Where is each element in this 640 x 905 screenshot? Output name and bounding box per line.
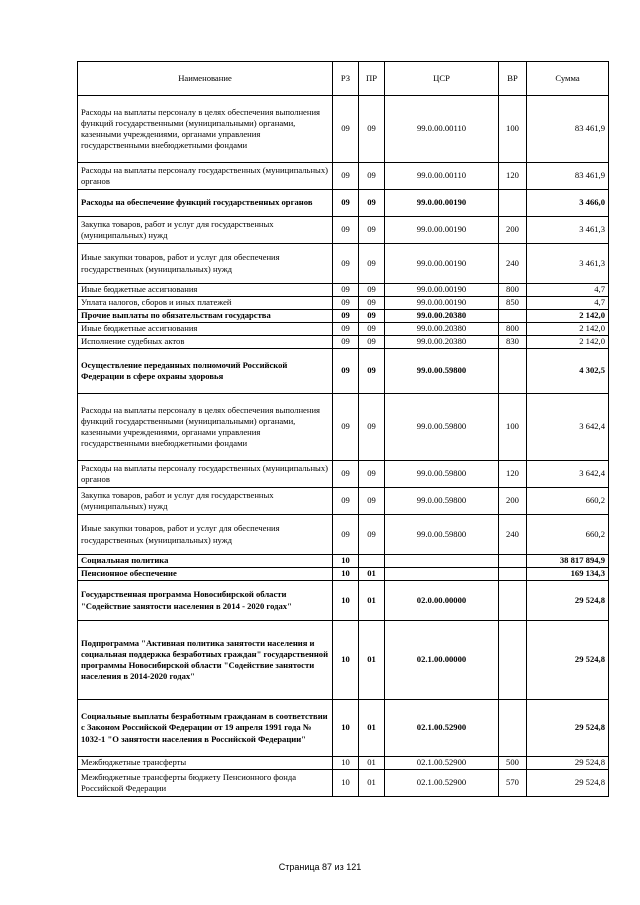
cell-vr: 850 (499, 297, 527, 310)
cell-sum: 3 461,3 (527, 217, 609, 244)
cell-csr: 99.0.00.00190 (385, 284, 499, 297)
cell-pr: 09 (359, 461, 385, 488)
table-row (78, 568, 609, 581)
cell-rz: 10 (333, 770, 359, 797)
cell-rz: 09 (333, 190, 359, 217)
table-row (78, 555, 609, 568)
cell-sum: 38 817 894,9 (527, 555, 609, 568)
cell-csr: 99.0.00.00110 (385, 96, 499, 163)
cell-csr: 99.0.00.00190 (385, 217, 499, 244)
table-row (78, 515, 609, 555)
cell-pr: 01 (359, 621, 385, 700)
cell-name: Иные бюджетные ассигнования (78, 323, 333, 336)
cell-pr (359, 555, 385, 568)
cell-csr (385, 555, 499, 568)
cell-rz: 09 (333, 163, 359, 190)
cell-vr (499, 190, 527, 217)
table-header-row (78, 62, 609, 96)
cell-name: Закупка товаров, работ и услуг для государственных (муниципальных) нужд (78, 217, 333, 244)
cell-pr: 09 (359, 217, 385, 244)
cell-vr: 200 (499, 488, 527, 515)
cell-rz: 09 (333, 488, 359, 515)
column-header-csr: ЦСР (385, 62, 499, 96)
column-header-vr: ВР (499, 62, 527, 96)
cell-name: Уплата налогов, сборов и иных платежей (78, 297, 333, 310)
cell-sum: 29 524,8 (527, 770, 609, 797)
cell-pr: 09 (359, 336, 385, 349)
cell-csr: 99.0.00.20380 (385, 336, 499, 349)
cell-csr: 99.0.00.00190 (385, 297, 499, 310)
table-row (78, 244, 609, 284)
cell-pr: 09 (359, 297, 385, 310)
cell-sum: 29 524,8 (527, 757, 609, 770)
cell-rz: 09 (333, 461, 359, 488)
cell-csr: 02.0.00.00000 (385, 581, 499, 621)
table-row (78, 284, 609, 297)
cell-name: Расходы на выплаты персоналу в целях обеспечения выполнения функций государственными (муниципальными) органами, казенными учреждениями, органами управления государственными внебюджетными фондами (78, 394, 333, 461)
table-row (78, 757, 609, 770)
cell-sum: 4,7 (527, 297, 609, 310)
cell-vr: 120 (499, 461, 527, 488)
cell-vr: 830 (499, 336, 527, 349)
cell-csr: 99.0.00.00190 (385, 244, 499, 284)
table-row (78, 581, 609, 621)
table-row (78, 621, 609, 700)
column-header-pr: ПР (359, 62, 385, 96)
cell-pr: 01 (359, 757, 385, 770)
cell-rz: 09 (333, 96, 359, 163)
cell-vr: 200 (499, 217, 527, 244)
cell-pr: 09 (359, 284, 385, 297)
cell-name: Расходы на выплаты персоналу в целях обеспечения выполнения функций государственными (муниципальными) органами, казенными учреждениями, органами управления государственными внебюджетными фондами (78, 96, 333, 163)
cell-sum: 29 524,8 (527, 700, 609, 757)
column-header-rz: РЗ (333, 62, 359, 96)
cell-rz: 10 (333, 621, 359, 700)
cell-sum: 2 142,0 (527, 310, 609, 323)
cell-rz: 09 (333, 515, 359, 555)
cell-name: Исполнение судебных актов (78, 336, 333, 349)
cell-rz: 09 (333, 244, 359, 284)
page-number: Страница 87 из 121 (278, 862, 362, 872)
table-row (78, 349, 609, 394)
cell-vr: 500 (499, 757, 527, 770)
column-header-name: Наименование (78, 62, 333, 96)
cell-sum: 660,2 (527, 515, 609, 555)
column-header-sum: Сумма (527, 62, 609, 96)
cell-sum: 3 642,4 (527, 394, 609, 461)
cell-pr: 09 (359, 310, 385, 323)
cell-csr: 99.0.00.00110 (385, 163, 499, 190)
cell-rz: 09 (333, 349, 359, 394)
cell-sum: 29 524,8 (527, 621, 609, 700)
cell-csr: 02.1.00.00000 (385, 621, 499, 700)
table-row (78, 488, 609, 515)
cell-pr: 01 (359, 581, 385, 621)
cell-rz: 09 (333, 323, 359, 336)
cell-csr: 99.0.00.59800 (385, 461, 499, 488)
cell-csr: 99.0.00.20380 (385, 323, 499, 336)
cell-sum: 2 142,0 (527, 323, 609, 336)
cell-name: Иные закупки товаров, работ и услуг для обеспечения государственных (муниципальных) нужд (78, 244, 333, 284)
table-row (78, 310, 609, 323)
table-row (78, 770, 609, 797)
budget-table (77, 61, 609, 797)
cell-pr: 09 (359, 515, 385, 555)
cell-vr: 100 (499, 394, 527, 461)
cell-rz: 09 (333, 284, 359, 297)
cell-pr: 09 (359, 323, 385, 336)
cell-name: Подпрограмма "Активная политика занятости населения и социальная поддержка безработных граждан" государственной программы Новосибирской области "Содействие занятости населения в 2014-2020 годах" (78, 621, 333, 700)
cell-name: Социальная политика (78, 555, 333, 568)
cell-rz: 09 (333, 297, 359, 310)
table-row (78, 323, 609, 336)
cell-rz: 10 (333, 581, 359, 621)
cell-name: Межбюджетные трансферты бюджету Пенсионного фонда Российской Федерации (78, 770, 333, 797)
cell-pr: 09 (359, 96, 385, 163)
cell-sum: 83 461,9 (527, 163, 609, 190)
cell-name: Расходы на обеспечение функций государственных органов (78, 190, 333, 217)
cell-name: Пенсионное обеспечение (78, 568, 333, 581)
cell-pr: 09 (359, 349, 385, 394)
cell-name: Расходы на выплаты персоналу государственных (муниципальных) органов (78, 163, 333, 190)
cell-rz: 09 (333, 394, 359, 461)
cell-name: Иные закупки товаров, работ и услуг для обеспечения государственных (муниципальных) нужд (78, 515, 333, 555)
cell-csr: 99.0.00.20380 (385, 310, 499, 323)
cell-csr: 99.0.00.00190 (385, 190, 499, 217)
table-row (78, 394, 609, 461)
cell-rz: 10 (333, 757, 359, 770)
table-row (78, 163, 609, 190)
cell-rz: 10 (333, 568, 359, 581)
cell-pr: 09 (359, 190, 385, 217)
cell-pr: 01 (359, 568, 385, 581)
table-row (78, 461, 609, 488)
cell-pr: 09 (359, 163, 385, 190)
cell-vr: 240 (499, 515, 527, 555)
cell-pr: 09 (359, 394, 385, 461)
cell-vr (499, 555, 527, 568)
cell-sum: 3 642,4 (527, 461, 609, 488)
cell-vr (499, 621, 527, 700)
table-body (78, 96, 609, 797)
cell-csr: 02.1.00.52900 (385, 700, 499, 757)
table-row (78, 96, 609, 163)
cell-name: Прочие выплаты по обязательствам государства (78, 310, 333, 323)
cell-csr: 99.0.00.59800 (385, 515, 499, 555)
cell-sum: 4,7 (527, 284, 609, 297)
cell-name: Иные бюджетные ассигнования (78, 284, 333, 297)
cell-vr (499, 349, 527, 394)
cell-vr: 800 (499, 323, 527, 336)
cell-vr (499, 568, 527, 581)
cell-rz: 09 (333, 310, 359, 323)
table-row (78, 336, 609, 349)
table-row (78, 700, 609, 757)
cell-pr: 01 (359, 700, 385, 757)
cell-sum: 3 466,0 (527, 190, 609, 217)
cell-sum: 169 134,3 (527, 568, 609, 581)
cell-csr: 99.0.00.59800 (385, 488, 499, 515)
cell-csr: 99.0.00.59800 (385, 349, 499, 394)
cell-rz: 10 (333, 555, 359, 568)
cell-pr: 01 (359, 770, 385, 797)
cell-rz: 09 (333, 336, 359, 349)
cell-sum: 4 302,5 (527, 349, 609, 394)
cell-name: Расходы на выплаты персоналу государственных (муниципальных) органов (78, 461, 333, 488)
cell-sum: 29 524,8 (527, 581, 609, 621)
cell-rz: 10 (333, 700, 359, 757)
cell-sum: 3 461,3 (527, 244, 609, 284)
cell-sum: 83 461,9 (527, 96, 609, 163)
cell-pr: 09 (359, 488, 385, 515)
cell-sum: 2 142,0 (527, 336, 609, 349)
cell-sum: 660,2 (527, 488, 609, 515)
table-row (78, 217, 609, 244)
cell-vr: 570 (499, 770, 527, 797)
cell-name: Закупка товаров, работ и услуг для государственных (муниципальных) нужд (78, 488, 333, 515)
cell-name: Осуществление переданных полномочий Российской Федерации в сфере охраны здоровья (78, 349, 333, 394)
cell-vr: 240 (499, 244, 527, 284)
cell-vr (499, 310, 527, 323)
cell-vr (499, 700, 527, 757)
cell-name: Межбюджетные трансферты (78, 757, 333, 770)
cell-csr: 02.1.00.52900 (385, 757, 499, 770)
cell-csr: 99.0.00.59800 (385, 394, 499, 461)
cell-pr: 09 (359, 244, 385, 284)
table-row (78, 297, 609, 310)
cell-csr: 02.1.00.52900 (385, 770, 499, 797)
cell-vr: 800 (499, 284, 527, 297)
cell-vr (499, 581, 527, 621)
cell-name: Государственная программа Новосибирской области "Содействие занятости населения в 2014 - 2020 годах" (78, 581, 333, 621)
cell-vr: 100 (499, 96, 527, 163)
table-row (78, 190, 609, 217)
cell-csr (385, 568, 499, 581)
cell-vr: 120 (499, 163, 527, 190)
cell-name: Социальные выплаты безработным гражданам в соответствии с Законом Российской Федерации от 19 апреля 1991 года № 1032-1 "О занятости населения в Российской Федерации" (78, 700, 333, 757)
cell-rz: 09 (333, 217, 359, 244)
